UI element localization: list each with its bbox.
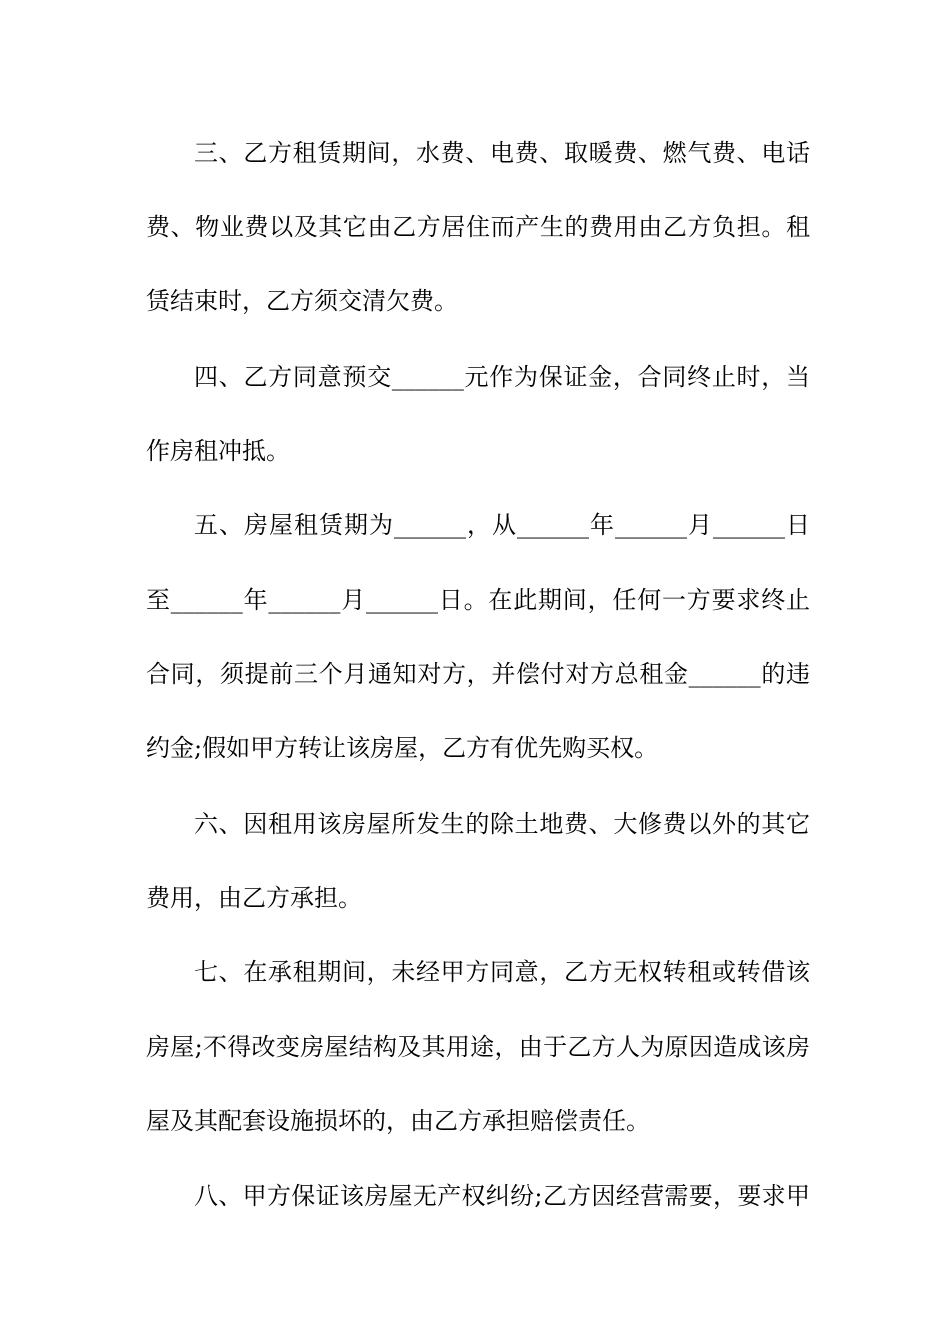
clause-8-line-1: 八、甲方保证该房屋无产权纠纷;乙方因经营需要，要求甲	[194, 1182, 810, 1210]
clause-6-line-1: 六、因租用该房屋所发生的除土地费、大修费以外的其它	[194, 810, 810, 838]
clause-5-line-2: 至______年______月______日。在此期间，任何一方要求终止	[146, 586, 810, 614]
clause-3-line-3: 赁结束时，乙方须交清欠费。	[146, 287, 458, 315]
clause-7-line-1: 七、在承租期间，未经甲方同意，乙方无权转租或转借该	[194, 958, 810, 986]
clause-7-line-2: 房屋;不得改变房屋结构及其用途，由于乙方人为原因造成该房	[146, 1033, 810, 1061]
clause-3-line-1: 三、乙方租赁期间，水费、电费、取暖费、燃气费、电话	[194, 139, 810, 167]
clause-3-line-2: 费、物业费以及其它由乙方居住而产生的费用由乙方负担。租	[146, 213, 810, 241]
clause-6-line-2: 费用，由乙方承担。	[146, 884, 362, 912]
clause-4-line-2: 作房租冲抵。	[146, 437, 290, 465]
clause-7-line-3: 屋及其配套设施损坏的，由乙方承担赔偿责任。	[146, 1107, 650, 1135]
clause-5-line-4: 约金;假如甲方转让该房屋，乙方有优先购买权。	[146, 734, 659, 762]
clause-4-line-1: 四、乙方同意预交______元作为保证金，合同终止时，当	[194, 363, 810, 391]
clause-5-line-3: 合同，须提前三个月通知对方，并偿付对方总租金______的违	[146, 660, 810, 688]
clause-5-line-1: 五、房屋租赁期为______，从______年______月______日	[194, 511, 810, 539]
